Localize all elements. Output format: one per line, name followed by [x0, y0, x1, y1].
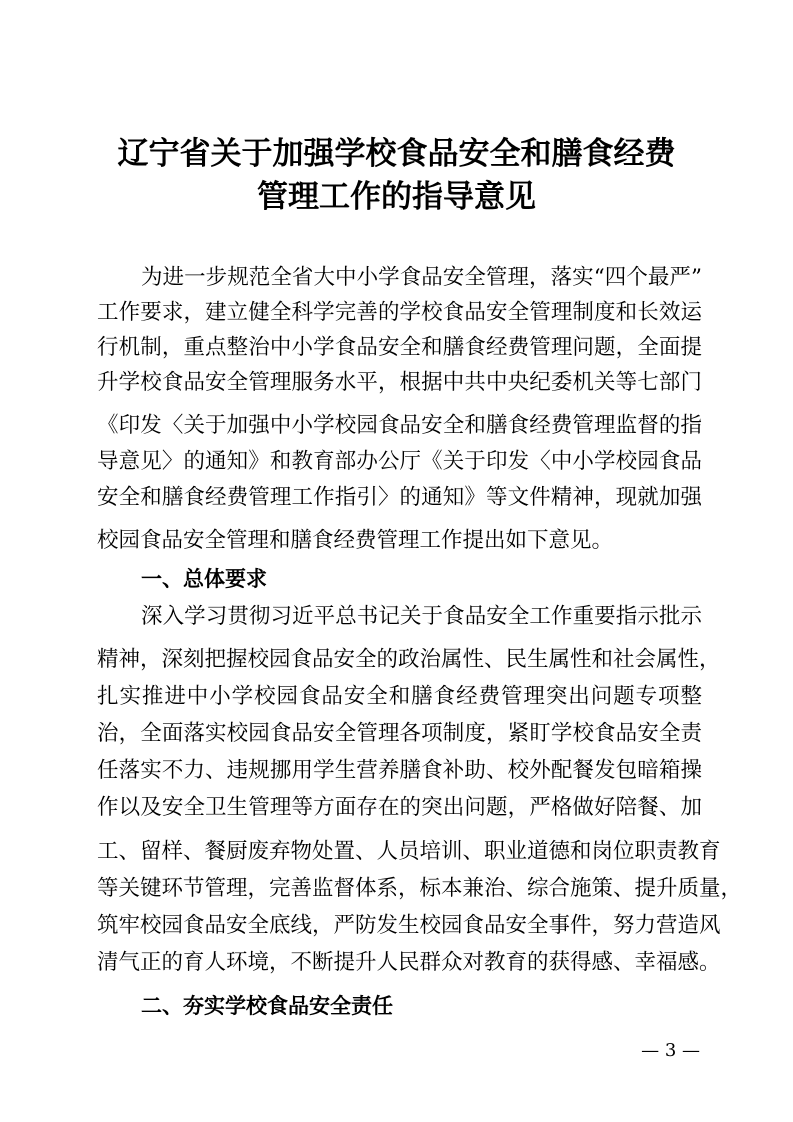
intro-line: 导意见〉的通知》和教育部办公厅《关于印发〈中小学校园食品 [97, 449, 702, 474]
section-1-heading: 一、总体要求 [141, 567, 267, 591]
section-1-line: 清气正的育人环境，不断提升人民群众对教育的获得感、幸福感。 [97, 950, 721, 975]
intro-line: 安全和膳食经费管理工作指引〉的通知》等文件精神，现就加强 [97, 485, 702, 510]
section-1-line: 治，全面落实校园食品安全管理各项制度，紧盯学校食品安全责 [97, 721, 702, 746]
intro-line: 行机制，重点整治中小学食品安全和膳食经费管理问题，全面提 [97, 335, 702, 360]
intro-line: 升学校食品安全管理服务水平，根据中共中央纪委机关等七部门 [97, 370, 702, 395]
section-1-line: 筑牢校园食品安全底线，严防发生校园食品安全事件，努力营造风 [97, 913, 721, 938]
intro-line: 为进一步规范全省大中小学食品安全管理，落实“四个最严” [141, 265, 702, 290]
section-1-line: 任落实不力、违规挪用学生营养膳食补助、校外配餐发包暗箱操 [97, 758, 702, 783]
document-title-line-1: 辽宁省关于加强学校食品安全和膳食经费 [117, 136, 676, 172]
section-1-line: 作以及安全卫生管理等方面存在的突出问题，严格做好陪餐、加 [97, 795, 702, 820]
section-1-line: 扎实推进中小学校园食品安全和膳食经费管理突出问题专项整 [97, 684, 702, 709]
section-1-line: 等关键环节管理，完善监督体系，标本兼治、综合施策、提升质量， [97, 876, 743, 901]
document-title-line-2: 管理工作的指导意见 [257, 179, 536, 215]
intro-line: 《印发〈关于加强中小学校园食品安全和膳食经费管理监督的指 [97, 413, 702, 438]
section-1-line: 深入学习贯彻习近平总书记关于食品安全工作重要指示批示 [141, 604, 702, 629]
intro-line: 工作要求，建立健全科学完善的学校食品安全管理制度和长效运 [97, 300, 702, 325]
intro-line: 校园食品安全管理和膳食经费管理工作提出如下意见。 [97, 528, 614, 553]
page-number: — 3 — [641, 1040, 700, 1061]
section-1-line: 精神，深刻把握校园食品安全的政治属性、民生属性和社会属性， [97, 647, 721, 672]
section-2-heading: 二、夯实学校食品安全责任 [141, 994, 393, 1018]
section-1-line: 工、留样、餐厨废弃物处置、人员培训、职业道德和岗位职责教育 [97, 839, 721, 864]
